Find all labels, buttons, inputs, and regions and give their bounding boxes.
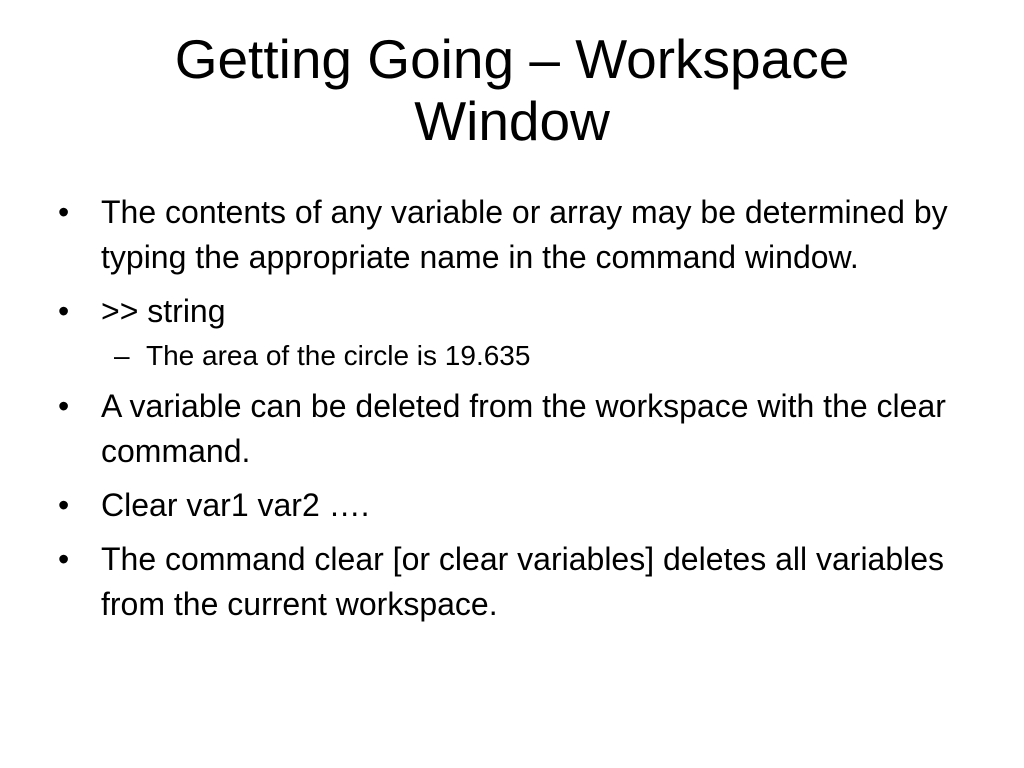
bullet-marker: • [58,388,70,424]
bullet-text: The command clear [or clear variables] deletes all variables from the current workspace. [101,541,945,622]
bullet-item-5 [58,537,958,627]
slide-title [40,28,984,152]
slide-body [58,190,958,636]
bullet-text: >> string [101,293,226,329]
bullet-marker: • [58,541,70,577]
bullet-marker: • [58,487,70,523]
sub-bullet-text: The area of the circle is 19.635 [146,340,531,371]
slide-title-line-1: Getting Going – Workspace [174,28,850,90]
bullet-item-3 [58,384,958,474]
sub-bullet-item [58,339,958,373]
bullet-marker: • [58,293,70,329]
bullet-item-4 [58,483,958,528]
sub-bullet-marker: – [114,340,130,371]
slide-title-line-2: Window [414,90,610,152]
bullet-item-1 [58,190,958,280]
bullet-text: The contents of any variable or array may be determined by typing the appropriate name in the command window. [101,194,948,275]
bullet-text: Clear var1 var2 …. [101,487,370,523]
bullet-text: A variable can be deleted from the workspace with the clear command. [101,388,946,469]
bullet-marker: • [58,194,70,230]
bullet-item-2 [58,289,958,334]
